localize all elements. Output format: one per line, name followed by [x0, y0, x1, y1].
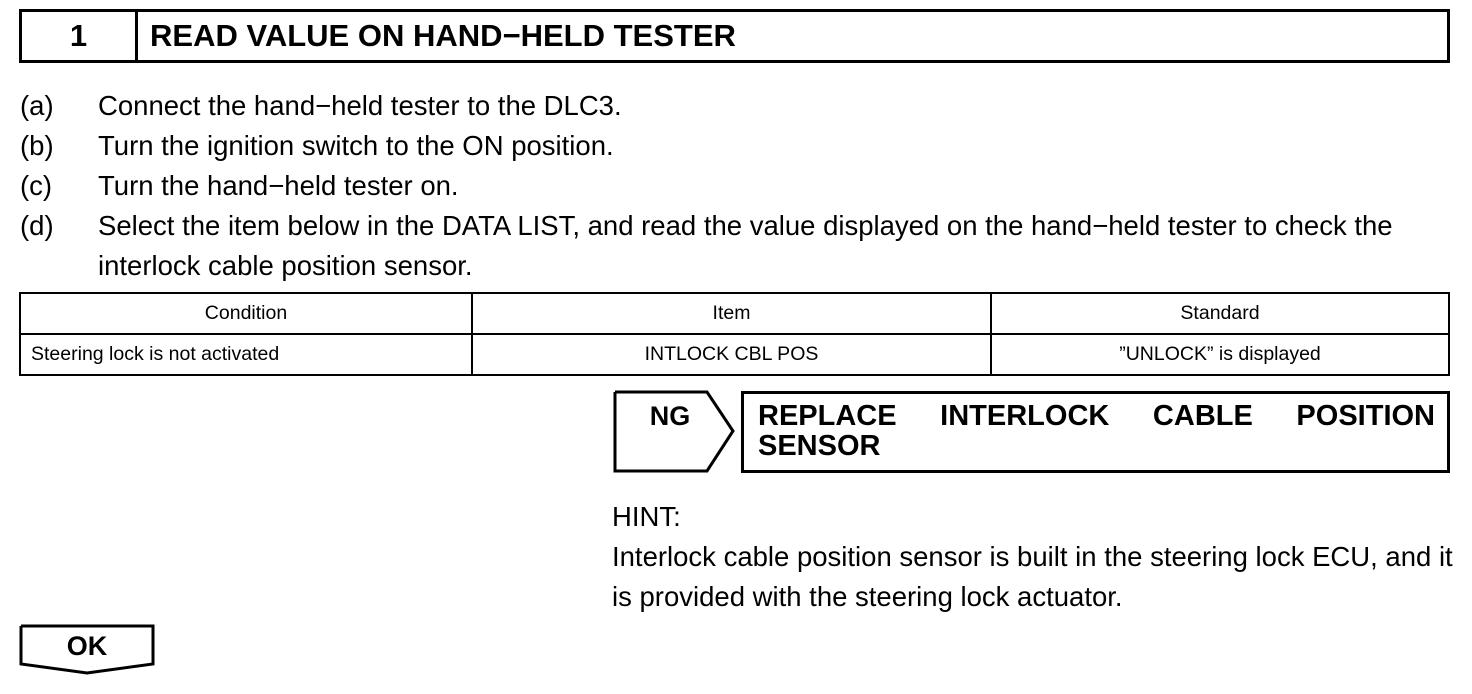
instruction-item	[20, 126, 1460, 166]
ok-label: OK	[66, 631, 108, 661]
instruction-text: Turn the hand−held tester on.	[98, 170, 459, 201]
data-list-table	[19, 292, 1450, 376]
table-header-row	[20, 293, 1449, 334]
hint-title: HINT:	[612, 501, 681, 532]
instruction-letter: (b)	[20, 130, 54, 161]
instruction-list	[20, 86, 1460, 286]
ng-branch	[612, 389, 1452, 475]
ok-branch	[19, 624, 157, 681]
step-title: READ VALUE ON HAND−HELD TESTER	[150, 18, 736, 53]
instruction-item	[20, 86, 1460, 126]
instruction-text: Select the item below in the DATA LIST, and read the value displayed on the hand−held tester to check the interlock cable position sensor.	[98, 210, 1393, 281]
hint-block	[612, 497, 1462, 617]
ng-result-box: REPLACE INTERLOCK CABLE POSITION SENSOR	[741, 391, 1450, 473]
step-number: 1	[22, 12, 138, 60]
instruction-letter: (c)	[20, 170, 53, 201]
hint-text: Interlock cable position sensor is built in the steering lock ECU, and it is provided with the steering lock actuator.	[612, 541, 1453, 612]
header-condition: Condition	[20, 293, 472, 334]
cell-condition: Steering lock is not activated	[20, 334, 472, 375]
instruction-letter: (d)	[20, 210, 54, 241]
ng-label: NG	[649, 401, 691, 431]
header-standard: Standard	[991, 293, 1449, 334]
instruction-text: Turn the ignition switch to the ON position.	[98, 130, 614, 161]
instruction-item	[20, 206, 1460, 286]
instruction-item	[20, 166, 1460, 206]
instruction-text: Connect the hand−held tester to the DLC3.	[98, 90, 622, 121]
step-header	[19, 9, 1450, 63]
cell-item: INTLOCK CBL POS	[472, 334, 991, 375]
cell-standard: ”UNLOCK” is displayed	[991, 334, 1449, 375]
instruction-letter: (a)	[20, 90, 54, 121]
table-row	[20, 334, 1449, 375]
header-item: Item	[472, 293, 991, 334]
